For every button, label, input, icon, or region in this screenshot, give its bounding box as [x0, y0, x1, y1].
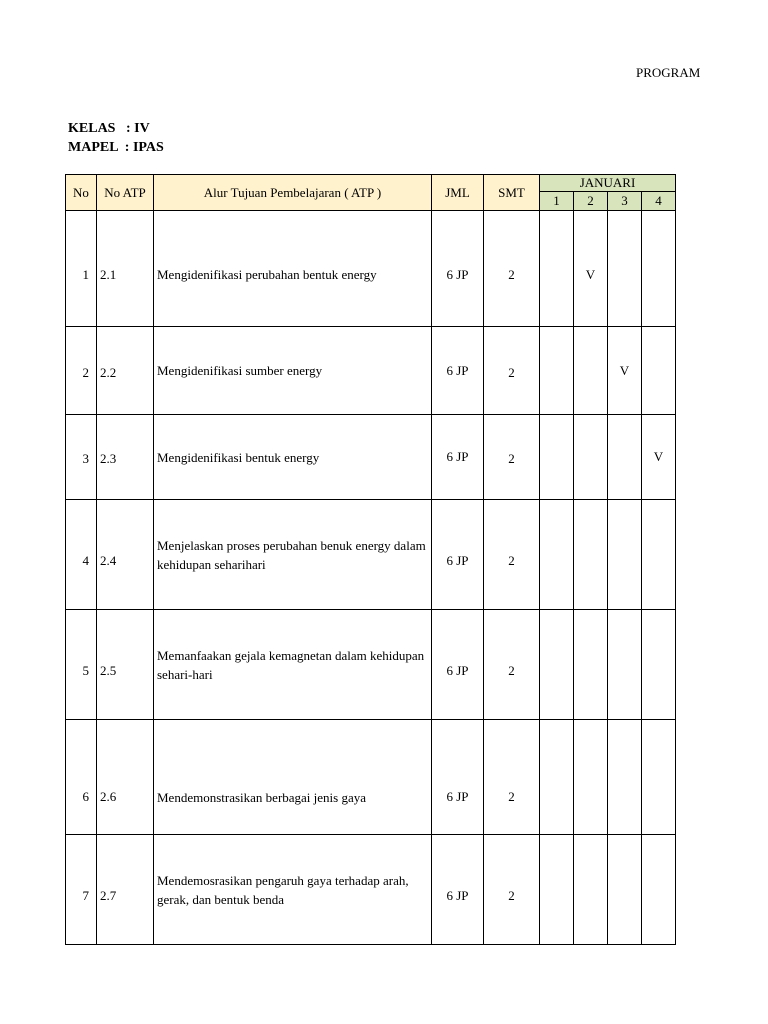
row-smt: 2 — [484, 211, 540, 327]
week-cell — [540, 610, 574, 720]
week-cell — [642, 500, 676, 610]
row-atp-code: 2.2 — [97, 327, 154, 415]
row-smt: 2 — [484, 720, 540, 835]
week-cell: V — [642, 415, 676, 500]
row-jml: 6 JP — [432, 327, 484, 415]
row-jml: 6 JP — [432, 500, 484, 610]
month-header: JANUARI — [540, 175, 676, 192]
col-header-no: No — [66, 175, 97, 211]
week-cell — [574, 327, 608, 415]
week-cell — [608, 415, 642, 500]
week-cell — [608, 720, 642, 835]
week-cell: V — [608, 327, 642, 415]
row-atp-description: Memanfaakan gejala kemagnetan dalam kehidupan sehari-hari — [154, 610, 432, 720]
week-header: 3 — [608, 192, 642, 211]
week-cell — [540, 211, 574, 327]
mapel-label: MAPEL : IPAS — [68, 140, 164, 155]
row-atp-description: Mengidenifikasi perubahan bentuk energy — [154, 211, 432, 327]
week-cell — [642, 610, 676, 720]
week-cell — [574, 500, 608, 610]
week-cell: V — [574, 211, 608, 327]
col-header-atp: Alur Tujuan Pembelajaran ( ATP ) — [154, 175, 432, 211]
row-atp-code: 2.1 — [97, 211, 154, 327]
table-row — [66, 610, 676, 720]
col-header-smt: SMT — [484, 175, 540, 211]
kelas-label: KELAS : IV — [68, 121, 150, 136]
row-atp-description: Mengidenifikasi bentuk energy — [154, 415, 432, 500]
table-row — [66, 720, 676, 835]
row-smt: 2 — [484, 835, 540, 945]
week-cell — [540, 327, 574, 415]
row-jml: 6 JP — [432, 211, 484, 327]
row-number: 1 — [66, 211, 97, 327]
document-title: PROGRAM — [636, 65, 701, 80]
row-jml: 6 JP — [432, 835, 484, 945]
table-row — [66, 415, 676, 500]
row-number: 6 — [66, 720, 97, 835]
row-number: 7 — [66, 835, 97, 945]
col-header-no-atp: No ATP — [97, 175, 154, 211]
row-atp-description: Mendemosrasikan pengaruh gaya terhadap arah, gerak, dan bentuk benda — [154, 835, 432, 945]
row-atp-code: 2.4 — [97, 500, 154, 610]
week-cell — [540, 835, 574, 945]
row-number: 2 — [66, 327, 97, 415]
week-cell — [540, 415, 574, 500]
row-atp-code: 2.3 — [97, 415, 154, 500]
row-number: 3 — [66, 415, 97, 500]
week-cell — [540, 720, 574, 835]
table-row — [66, 211, 676, 327]
row-jml: 6 JP — [432, 720, 484, 835]
table-row — [66, 327, 676, 415]
row-smt: 2 — [484, 610, 540, 720]
row-jml: 6 JP — [432, 415, 484, 500]
week-cell — [642, 211, 676, 327]
week-header: 1 — [540, 192, 574, 211]
row-smt: 2 — [484, 500, 540, 610]
row-atp-code: 2.7 — [97, 835, 154, 945]
week-cell — [574, 720, 608, 835]
row-number: 4 — [66, 500, 97, 610]
week-cell — [642, 327, 676, 415]
row-smt: 2 — [484, 415, 540, 500]
row-smt: 2 — [484, 327, 540, 415]
week-cell — [574, 415, 608, 500]
week-header: 2 — [574, 192, 608, 211]
atp-table — [65, 174, 676, 945]
table-row — [66, 500, 676, 610]
table-row — [66, 835, 676, 945]
row-atp-description: Mendemonstrasikan berbagai jenis gaya — [154, 720, 432, 835]
week-cell — [540, 500, 574, 610]
row-atp-code: 2.6 — [97, 720, 154, 835]
week-cell — [608, 835, 642, 945]
week-cell — [642, 835, 676, 945]
week-cell — [608, 211, 642, 327]
row-number: 5 — [66, 610, 97, 720]
week-cell — [608, 500, 642, 610]
row-atp-description: Menjelaskan proses perubahan benuk energy dalam kehidupan seharihari — [154, 500, 432, 610]
week-cell — [574, 610, 608, 720]
row-atp-code: 2.5 — [97, 610, 154, 720]
week-cell — [642, 720, 676, 835]
row-jml: 6 JP — [432, 610, 484, 720]
week-cell — [608, 610, 642, 720]
col-header-jml: JML — [432, 175, 484, 211]
week-header: 4 — [642, 192, 676, 211]
row-atp-description: Mengidenifikasi sumber energy — [154, 327, 432, 415]
week-cell — [574, 835, 608, 945]
